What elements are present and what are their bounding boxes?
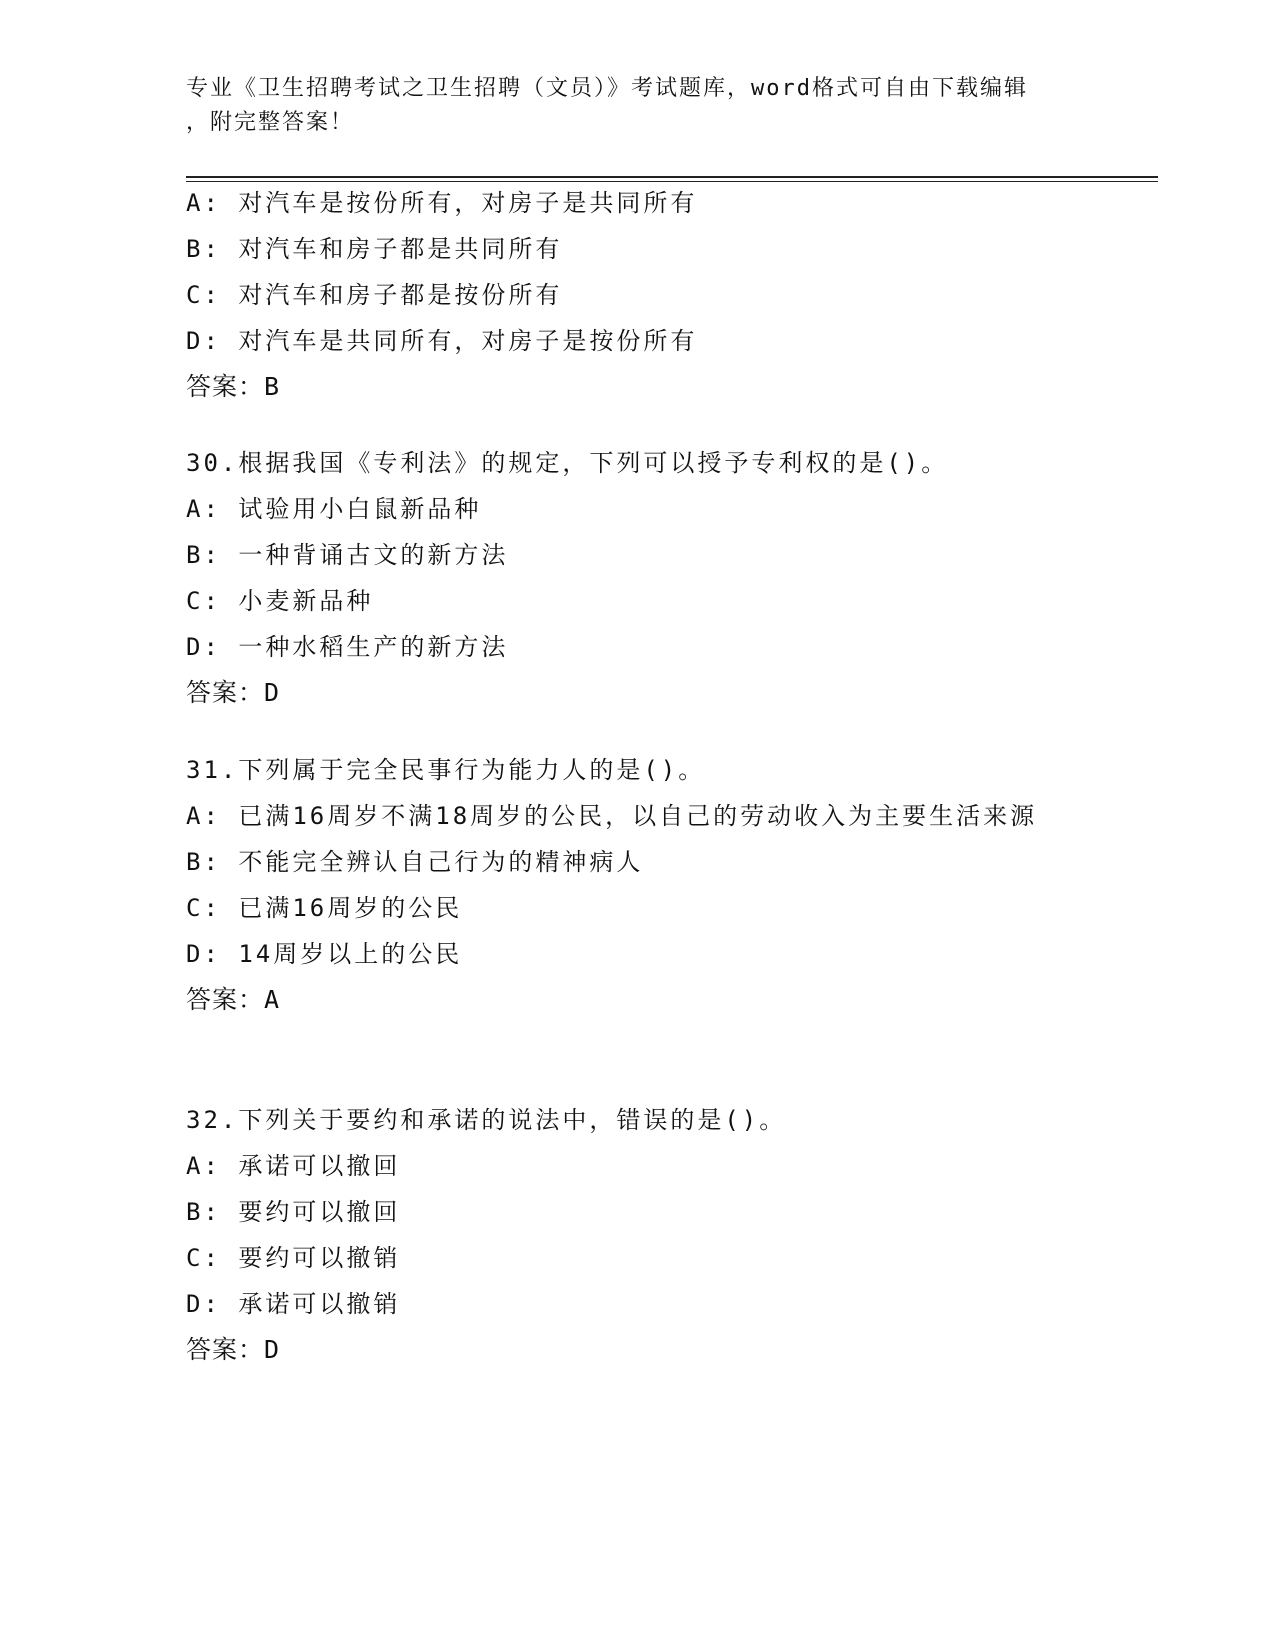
answer-label: 答案： [186,1335,265,1364]
option-b: B: 不能完全辨认自己行为的精神病人 [186,848,644,876]
answer-value: D [264,1335,281,1364]
option-a: A: 对汽车是按份所有，对房子是共同所有 [186,189,698,217]
option-d: D: 对汽车是共同所有，对房子是按份所有 [186,327,698,355]
option-b: B: 要约可以撤回 [186,1198,401,1226]
answer-label: 答案： [186,372,265,401]
option-b: B: 对汽车和房子都是共同所有 [186,235,563,263]
option-a: A: 承诺可以撤回 [186,1152,401,1180]
answer-value: B [264,372,281,401]
answer-label: 答案： [186,985,265,1014]
answer-line [186,1327,1086,1373]
option-c: C: 已满16周岁的公民 [186,894,463,922]
answer-line [186,977,1086,1023]
answer-label: 答案： [186,678,265,707]
option-c: C: 要约可以撤销 [186,1244,401,1272]
option-c: C: 小麦新品种 [186,587,374,615]
question-29-block [186,180,1086,410]
option-c: C: 对汽车和房子都是按份所有 [186,281,563,309]
header-divider [186,176,1158,178]
option-a: A: 已满16周岁不满18周岁的公民，以自己的劳动收入为主要生活来源 [186,802,1038,830]
header-line-1: 专业《卫生招聘考试之卫生招聘（文员）》考试题库，word格式可自由下载编辑 [186,76,1028,101]
option-d: D: 一种水稻生产的新方法 [186,633,509,661]
option-d: D: 14周岁以上的公民 [186,940,463,968]
option-d: D: 承诺可以撤销 [186,1290,401,1318]
question-32-block [186,1097,1086,1373]
option-b: B: 一种背诵古文的新方法 [186,541,509,569]
question-text: 31.下列属于完全民事行为能力人的是()。 [186,756,706,784]
answer-line [186,364,1086,410]
answer-value: D [264,678,281,707]
document-header [186,72,1086,140]
question-text: 32.下列关于要约和承诺的说法中，错误的是()。 [186,1106,787,1134]
answer-line [186,670,1086,716]
question-text: 30.根据我国《专利法》的规定，下列可以授予专利权的是()。 [186,449,949,477]
option-a: A: 试验用小白鼠新品种 [186,495,482,523]
header-line-2: ，附完整答案！ [186,110,355,135]
question-31-block [186,747,1086,1023]
question-30-block [186,440,1086,716]
answer-value: A [264,985,281,1014]
